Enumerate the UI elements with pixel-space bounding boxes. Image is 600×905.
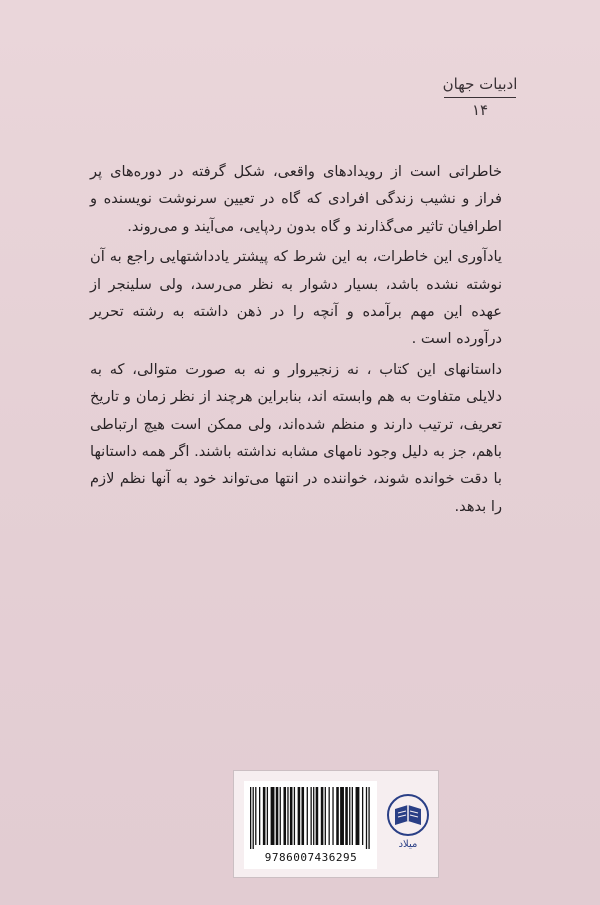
barcode-bar bbox=[298, 787, 301, 845]
barcode-bar bbox=[329, 787, 330, 845]
barcode-bar bbox=[362, 787, 363, 845]
series-divider bbox=[444, 97, 516, 98]
back-cover-blurb bbox=[90, 158, 502, 523]
series-label bbox=[440, 74, 520, 120]
barcode-bar bbox=[255, 787, 256, 845]
barcode-bar bbox=[253, 787, 254, 849]
barcode-bar bbox=[321, 787, 324, 845]
barcode-bar bbox=[267, 787, 268, 845]
barcode-bar bbox=[287, 787, 288, 845]
barcode-bar bbox=[271, 787, 275, 845]
series-name: ادبیات جهان bbox=[442, 75, 518, 93]
barcode-bar bbox=[340, 787, 344, 845]
barcode-bar bbox=[345, 787, 348, 845]
series-number: ۱۴ bbox=[471, 101, 489, 119]
barcode-bar bbox=[283, 787, 286, 845]
barcode-bar bbox=[263, 787, 266, 845]
blurb-paragraph: یادآوری این خاطرات، به این شرط که پیشتر یادداشتهایی راجع به آن نوشته نشده باشد، بسیار دشوار به نظر می‌رسد، ولی سلینجر از عهده این مهم برآمده و آنچه را در ذهن داشته به رشته تحریر درآورده است . bbox=[90, 248, 502, 348]
barcode-bar bbox=[259, 787, 260, 845]
barcode-bar bbox=[332, 787, 333, 845]
barcode-bar bbox=[294, 787, 295, 845]
barcode-bar bbox=[250, 787, 251, 849]
barcode-panel bbox=[233, 770, 439, 878]
barcode-bar bbox=[290, 787, 293, 845]
blurb-paragraph: داستانهای این کتاب ، نه زنجیروار و نه به صورت متوالی، که به دلایلی متفاوت به هم وابسته اند، بنابراین هرچند از نظر زمان و تاریخ تعریف، ترتیب دارند و منظم شده‌اند، ولی ممکن است هیچ ارتباطی باهم، جز به دلیل وجود نامهای مشابه نداشته باشند. اگر همه داستانها با دقت خوانده شوند، خواننده در انتها می‌تواند خود به آنها نظم لازم را بدهد. bbox=[90, 360, 502, 515]
barcode-bar bbox=[325, 787, 326, 845]
blurb-paragraph: خاطراتی است از رویدادهای واقعی، شکل گرفته در دوره‌های پر فراز و نشیب زندگی افرادی که گاه در تعیین سرنوشت نویسنده و اطرافیان تاثیر می‌گذارند و گاه بدون ردپایی، می‌آیند و می‌روند. bbox=[90, 163, 502, 235]
barcode-bar bbox=[366, 787, 367, 849]
barcode-bar bbox=[356, 787, 360, 845]
isbn-barcode bbox=[244, 781, 377, 869]
book-logo-icon bbox=[384, 793, 432, 853]
barcode-bar bbox=[307, 787, 308, 845]
barcode-bars bbox=[250, 787, 371, 849]
publisher-logo-text: میلاد bbox=[398, 839, 418, 850]
barcode-bar bbox=[316, 787, 319, 845]
barcode-bar bbox=[313, 787, 314, 845]
barcode-bar bbox=[301, 787, 304, 845]
barcode-bar bbox=[276, 787, 279, 845]
barcode-bar bbox=[349, 787, 350, 845]
barcode-bar bbox=[352, 787, 353, 845]
barcode-bar bbox=[311, 787, 312, 845]
barcode-bar bbox=[280, 787, 281, 845]
barcode-bar bbox=[368, 787, 369, 849]
isbn-digits: 9786007436295 bbox=[264, 851, 358, 864]
barcode-bar bbox=[336, 787, 339, 845]
